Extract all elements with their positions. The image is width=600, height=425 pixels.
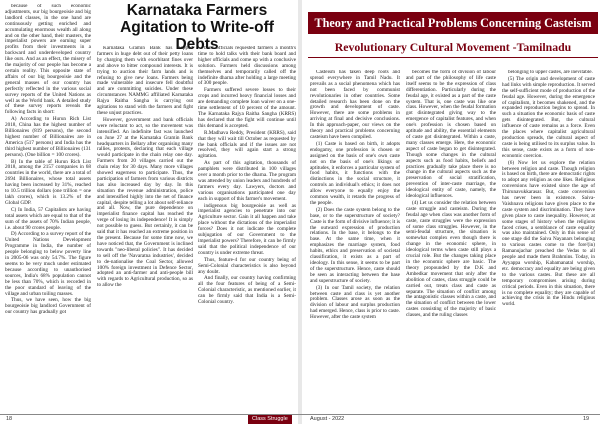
- page-gutter: [298, 0, 302, 424]
- paragraph: Casteism has taken deep roots and spread everywhere in Tamil Nadu. It prevails as a social phenomena which has not been faced by communist revolutionaries in other countries. Some detailed research has been done on the growth and development of caste. However, there are some problems in arriving at final and decisive conclusions. In this approach-paper, our views on the theory and practical problems concerning casteism have been compiled.: [310, 70, 400, 140]
- paragraph: And finally, our country having confirming all the four features of being of a Semi-Colonial characteristic, as mentioned earlier, it can be firmly said that India is a Semi-Colonial country.: [198, 275, 296, 306]
- left-column-a: [5, 4, 91, 412]
- right-article-subtitle: Revolutionary Cultural Movement -Tamilnadu: [334, 40, 572, 54]
- left-article-headline: Karnataka Farmers Agitation to Write-off Debts: [120, 2, 274, 53]
- paragraph: As part of this agitation, thousands of pamphlets were distributed in 100 villages over a month prior to the dharna. The program was attended by union leaders and hundreds of farmers every day. Lawyers, doctors and various organisations participated one day each in support of this farmer's movement.: [198, 160, 296, 202]
- left-page-footer: [0, 414, 300, 425]
- right-page-number: 19: [583, 416, 590, 422]
- paragraph: bank officials requested farmers a month's time to hold talks with their bank board and higher officials and come up with a conclusive solution. Farmers held discussions among themselves and temporarily called off the indefinite dharna after holding a large meeting of 300 people.: [198, 46, 296, 87]
- right-article-title: Theory and Practical Problems Concerning Casteism: [308, 12, 598, 34]
- paragraph: becomes the form of division of labour and part of the philosophy of life caste itself seems to be the expression of class differentiation. Particularly during the feudal age, it existed as a part of the caste system. That is, one caste was like one class. However, when the feudal formation got disintegrated giving way to the emergence of capitalist features, and when one's profession is chosen based on aptitude and ability, the essential elements of caste got disintegrated. Within a caste, many classes emerge. Here, the economic aspect of caste began to get disintegrated. Though some changes in the cultural aspects such as food habits, beliefs and practices gradually take place there is no change in the cultural aspects such as the preservation of social stratification, prevention of inter-caste marriage, the ideological entity of caste, namely, the ideological influences.: [406, 70, 496, 200]
- left-column-b: [97, 46, 193, 412]
- paragraph: (4) Let us consider the relation between caste struggle and casteism. During the feudal age when class was another form of caste, caste struggles were the expression of some class struggles. However, in the semi-feudal structure, the situation is somewhat complex even though there is change in the economic sphere, in ideological terms when caste still plays a crucial role. But the changes taking place in the economic sphere are basic. The theory propounded by the D.K and Ambedkar movement that only after the abolition of castes, class struggle could be carried out, treats class and caste as separate. The situation of conflict among the antagonistic classes within a caste, and the situation of conflict between the lower castes consisting of the majority of basic classes, and the ruling classes: [406, 199, 496, 319]
- paragraph: belonging to upper castes, are inevitable.: [508, 70, 593, 75]
- right-column-d: [310, 70, 400, 413]
- paragraph: However, government and bank officials were reluctant to act, so the movement was intensified. An indefinite fast was launched on June 27 at the Karnataka Gramin Bank headquarters in Bellary after organising many rallies, protests, declaring that each village would participate in the chain relay one day. Farmers from 20 villages carried out the chain relay for 30 days. Many more villages showed eagerness to participate. Thus, the participation of farmers from various districts has also increased day by day. In this situation the revenue administration, police and intensified highly into the net of finance capital, despite telling a lot about self-reliance and all. Now, the pure dependence on imperialist finance capital has reached the verge of losing its independence! It is simply not possible to guess. But certainly, it can be said that it has reached an extreme position in the present. Because for some time now, we have noticed that, the Government is inclined towards "neo-liberal policies". It has decided to sell off the 'Navaratna industries', decided to de-nationalise the Coal Sector, allowed 100% foreign investment in Defence Sector, adopted an anti-farmer and anti-people bill with regards to Agricultural production, so as to allow the: [97, 116, 193, 289]
- right-column-e: [406, 70, 496, 413]
- paragraph: (2) Does the caste system belong to the base, or to the superstructure of society? Caste is the form of divisive influence; it is the outward expression of production relations. In the base, it belongs to the base. At the same time, when it emphasizes the marriage system, food habits, ethics and preservation of societal classification, it exists as a part of ideology. In this sense, it seems to be part of the superstructure. Hence, caste should be seen as interacting between the base and superstructure of society.: [310, 206, 400, 284]
- paragraph: (5) The origin and development of caste had links with simple reproduction. It served the self-sufficient mode of production of the feudal age. However, during the emergence of capitalism, it becomes shakened, and the expanded reproduction begins to spread. In such a situation the economic basis of caste gets disintegrated. But, the cultural influence of caste remains as a force. Even the places where capitalist agricultural production spreads, the cultural aspect of caste is being utilised to its surplus value. In this sense, caste exists as a form of non-economic coercion.: [502, 75, 595, 159]
- paragraph: indigenous big bourgeoisie as well as imperialist agencies to penetrate into our Agriculture sector. Gain it all happen and take place without the dictations of the imperialist forces? Does it not indicate the complete subjugation of our Government to the imperialist powers? Therefore, it can be firmly said that the political independence of our country is under extreme threat.: [198, 202, 296, 256]
- paragraph: because of such economic adjustments, our big bourgeoisie and big landlord classes, in the one hand are continuously getting enriched and accumulating enormous wealth all along and on the other hand, their masters, the imperialist powers are earning super profits from their investments in a backward and underdeveloped country like ours. And as an effect, the misery of the majority of our people has become a certain reality. This opposite state of affairs of our big bourgeoisie and the general masses of our country has perfectly reflected in the various social survey reports of the United Nations as well as the World bank. A detailed study of these survey reports reveals the following facts in short:: [5, 4, 91, 116]
- paragraph: A) According to Hurun Rich List 2018, China has the highest number of Billionaires (819 persons), the second highest number of Billionaires are in America (517 persons) and India has the third highest number of Billionaires (131 persons). (One billion = 100 crores).: [5, 116, 91, 158]
- subtitle-divider: [308, 57, 598, 58]
- paragraph: (1) Caste is based on birth, it adopts endogamy, one profession is chosen or assigned on the basis of one's own caste not on the basis of one's likings or aptitudes, it enforces a particular system of food habits, it functions with the distinctions in the social structure, it controls an individual's ethics; it does not allow everyone to equally enjoy the common wealth, it retards the progress of the people.: [310, 140, 400, 206]
- paragraph: C) In India, 57 Capitalists are having total assets which are equal to that of the sum of the assets of 70% Indian people, i.e. about 90 crores people.: [5, 206, 91, 231]
- paragraph: Thus, we have seen, how the big bourgeoisie big landlord Government of our country has gradually got: [5, 297, 91, 316]
- right-column-f: [502, 70, 595, 413]
- paragraph: D) According to a survey report of the United Nations Development Programme in India, the number of people belonging to below poverty line in 2005-06 was only 54.7%. The figure seems to be very much under estimated because according to unauthorised sources, India's 68% population cannot be less than 70%, which is recorded in the poor standard of leaving of the village and urban toiling masses.: [5, 231, 91, 297]
- paragraph: Karnataka Gramin Bank has slapped farmers in huge debt out of their petty loans by charging them with exorbitant fines over and above to bitter compound interests. It is trying to auction their farm lands and is refusing to give new loans. Farmers being made vulnerable and insecure fell doubtful and are committing suicides. Under these circumstances NAMMG affiliated Karnataka Rajya Raitha Sangha is carrying out agitations to stand with the farmers and fight these unjust practices.: [97, 46, 193, 116]
- paragraph: (6) Now let us explore the relation between religion and caste. Though religion is based on birth, there are democratic rights to adopt any religion as one likes. Religious conversions have existed since the age of Thirunavukkarasar. But, caste conversion has never been in existence. Saiva-Vaishnava religions have given place to the caste system and discrimination. They have given place to caste inequality. However, at some stages of history when the religions faced crises, a semblance of caste equality was also maintained. Only in this sense of one stage did the Saiva Nayanars belonging to various castes come to the fore'(in) Ramanujachar preached the Vedas to all people and made them Brahmins. Today, in Ayyappa worship, Kabamanatal worship, etc. democracy and equality are being given to the various castes. But these are all temporary compromises arising during critical periods. Even in this situation, there is no complete equality; they are capable of achieving the crisis in the Hindu religious world.: [502, 159, 595, 308]
- paragraph: Farmers suffered severe losses to their crops and incurred heavy financial losses and are demanding complete loan waiver on a one-time settlement of 10 percent of the amount. The Karnataka Rajya Raitha Sangha (KRRS) has declared that the fight will continue until this demand is accepted.: [198, 87, 296, 129]
- paragraph: Thus, feature-4 for our country being of Semi-Colonial characteristics is also beyond any doubt.: [198, 256, 296, 275]
- paragraph: (3) In our Tamil society, the relation between caste and class is yet another problem. Classes arose as soon as the division of labour and surplus production had emerged. Hence, class is prior to caste. However, after the caste system: [310, 284, 400, 321]
- left-page-number: 18: [6, 416, 13, 422]
- right-page-footer: [300, 414, 600, 425]
- left-column-c: [198, 46, 296, 412]
- paragraph: B) In the table of Hurun Rich List 2018, among the 2157 companies in 68 countries in the world, there are a total of 2694 Billionaires, whose total assets having been increased by 31%, reached to 10.5 trillion dollars (one trillion = one lakh crores), which is 13.2% of the Global GDP.: [5, 158, 91, 206]
- magazine-brand: Class Struggle: [248, 415, 292, 424]
- issue-date: August - 2022: [310, 416, 345, 422]
- paragraph: R.Madhava Reddy, President (KRRS), said that they will wait till October as requested by the bank officials and if the issues are not resolved, they will again start a strong agitation.: [198, 129, 296, 160]
